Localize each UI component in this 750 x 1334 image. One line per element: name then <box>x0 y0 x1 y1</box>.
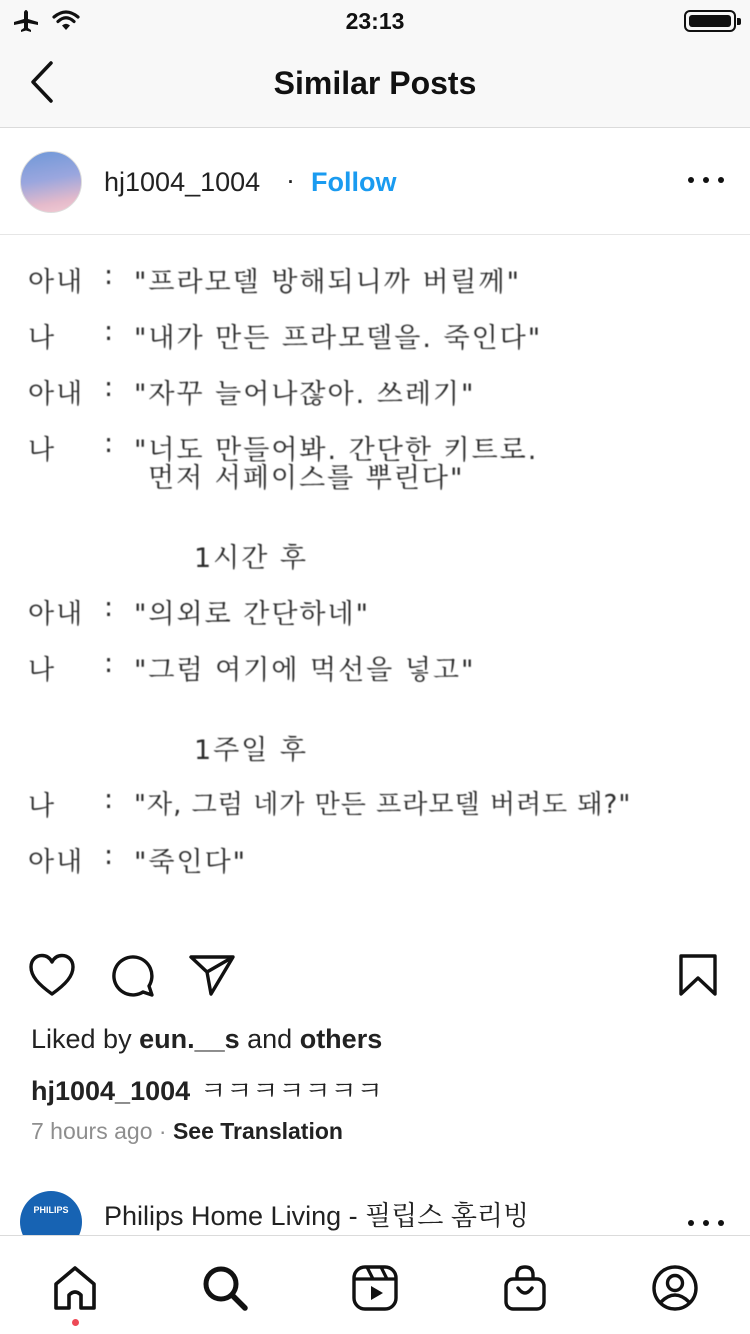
more-dot <box>703 1220 709 1226</box>
dialogue-colon: : <box>104 592 114 623</box>
status-time: 23:13 <box>345 8 405 34</box>
share-button[interactable] <box>185 948 239 1002</box>
comment-button[interactable] <box>105 948 159 1002</box>
more-dot <box>718 1220 724 1226</box>
tab-home[interactable] <box>45 1260 105 1316</box>
dialogue-line: "자, 그럼 네가 만든 프라모델 버려도 돼?" <box>134 790 632 820</box>
avatar[interactable] <box>20 1191 82 1235</box>
post-header <box>0 129 750 235</box>
next-post-header <box>0 1185 750 1235</box>
dialogue-line: "내가 만든 프라모델을. 죽인다" <box>134 323 543 354</box>
dialogue-line: "자꾸 늘어나잖아. 쓰레기" <box>134 379 476 410</box>
dialogue-speaker: 나 <box>28 323 57 354</box>
bookmark-icon <box>678 953 718 997</box>
post-meta <box>31 1118 343 1145</box>
more-dot <box>688 177 694 183</box>
more-options-button[interactable] <box>688 1218 724 1228</box>
tab-profile[interactable] <box>645 1260 705 1316</box>
dialogue-line: "의외로 간단하네" <box>134 599 370 630</box>
dialogue-colon: : <box>104 372 114 403</box>
likes-summary[interactable] <box>31 1024 382 1055</box>
shop-icon <box>501 1264 549 1312</box>
dialogue-line: "프라모델 방해되니까 버릴께" <box>134 267 521 298</box>
dialogue-line-continuation: 먼저 서페이스를 뿌린다" <box>148 463 465 494</box>
tab-reels[interactable] <box>345 1260 405 1316</box>
dialogue-line: "그럼 여기에 먹선을 넣고" <box>134 655 476 686</box>
tab-bar <box>0 1235 750 1334</box>
dialogue-speaker: 아내 <box>28 847 85 878</box>
likes-and: and <box>239 1024 300 1054</box>
dialogue-speaker: 나 <box>28 791 57 822</box>
dialogue-line: "죽인다" <box>134 847 248 878</box>
reels-icon <box>351 1264 399 1312</box>
bookmark-button[interactable] <box>671 948 725 1002</box>
dialogue-colon: : <box>104 260 114 291</box>
follow-button[interactable]: Follow <box>311 167 397 197</box>
time-interlude: 1시간 후 <box>194 543 309 574</box>
caption-text: ㅋㅋㅋㅋㅋㅋㅋ <box>200 1076 383 1106</box>
meta-separator: · <box>152 1118 173 1144</box>
nav-bar <box>0 40 750 128</box>
post-timestamp: 7 hours ago <box>31 1118 153 1144</box>
dialogue-line: "너도 만들어봐. 간단한 키트로. <box>134 435 539 466</box>
page-title: Similar Posts <box>273 65 477 101</box>
dialogue-colon: : <box>104 840 114 871</box>
post-caption <box>31 1069 383 1108</box>
dialogue-speaker: 나 <box>28 435 57 466</box>
avatar[interactable] <box>20 151 82 213</box>
more-dot <box>703 177 709 183</box>
dialogue-colon: : <box>104 648 114 679</box>
dialogue-speaker: 아내 <box>28 599 85 630</box>
philips-logo: PHILIPS <box>33 1205 69 1215</box>
dialogue-speaker: 아내 <box>28 267 85 298</box>
more-dot <box>718 177 724 183</box>
like-button[interactable] <box>25 948 79 1002</box>
time-interlude: 1주일 후 <box>194 735 309 766</box>
post-actions <box>0 940 750 1010</box>
more-options-button[interactable] <box>688 165 724 195</box>
separator-dot: · <box>286 165 295 195</box>
see-translation-link[interactable]: See Translation <box>172 1118 343 1144</box>
post-username[interactable]: hj1004_1004 <box>104 167 261 197</box>
dialogue-speaker: 아내 <box>28 379 85 410</box>
tab-search[interactable] <box>195 1260 255 1316</box>
dialogue-speaker: 나 <box>28 655 57 686</box>
battery-icon <box>684 10 736 32</box>
dialogue-colon: : <box>104 784 114 815</box>
dialogue-colon: : <box>104 316 114 347</box>
likes-user[interactable]: eun.__s <box>139 1024 240 1054</box>
home-icon <box>51 1264 99 1312</box>
heart-icon <box>28 953 76 997</box>
likes-prefix: Liked by <box>31 1024 140 1054</box>
more-dot <box>688 1220 694 1226</box>
share-icon <box>188 953 236 997</box>
tab-shop[interactable] <box>495 1260 555 1316</box>
post-image[interactable] <box>0 236 750 916</box>
notification-dot <box>72 1319 79 1326</box>
caption-username[interactable]: hj1004_1004 <box>31 1076 191 1106</box>
profile-icon <box>651 1264 699 1312</box>
search-icon <box>201 1264 249 1312</box>
status-bar <box>0 0 750 40</box>
dialogue-colon: : <box>104 428 114 459</box>
comment-icon <box>109 952 155 998</box>
next-post-username[interactable]: Philips Home Living - 필립스 홈리빙 <box>104 1201 530 1231</box>
likes-others[interactable]: others <box>299 1024 383 1054</box>
